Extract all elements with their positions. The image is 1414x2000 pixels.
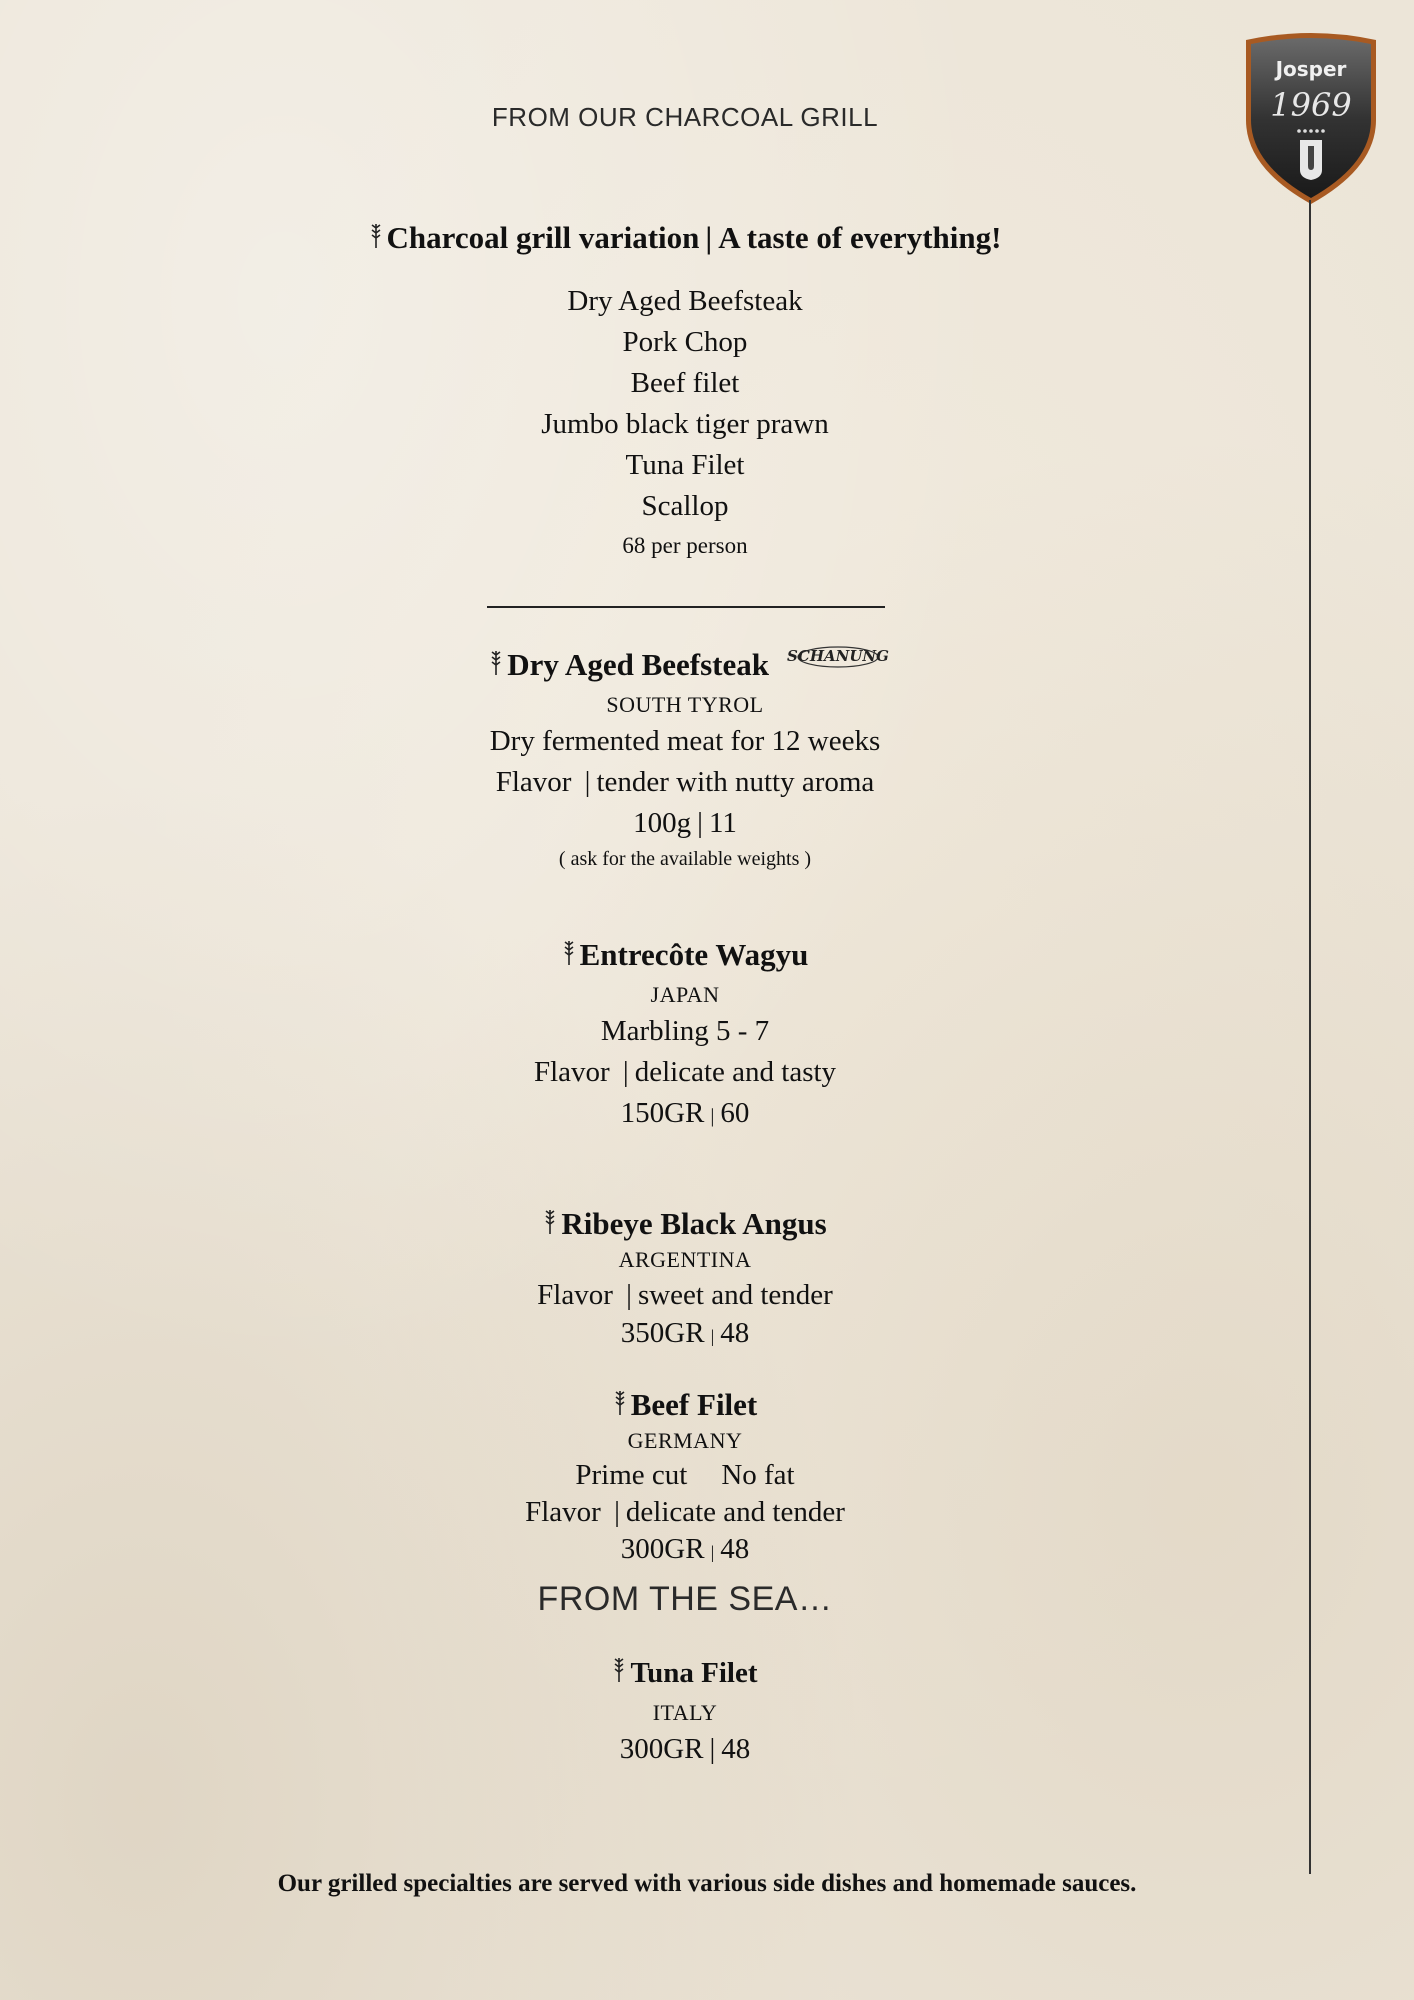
- tuna-title: Tuna Filet: [0, 1653, 1370, 1693]
- wagyu-block: [0, 935, 1370, 1137]
- ribeye-price: 350GR | 48: [620, 1317, 750, 1349]
- beef-filet-block: [0, 1385, 1370, 1571]
- variation-item: Dry Aged Beefsteak: [567, 285, 803, 317]
- wheat-icon: [543, 1206, 557, 1236]
- svg-text:SCHANUNG: SCHANUNG: [786, 647, 889, 665]
- dry-aged-price: 100g | 11: [633, 807, 737, 839]
- dry-aged-desc: Dry fermented meat for 12 weeks: [489, 725, 881, 757]
- logo-year: 1969: [1270, 86, 1352, 124]
- dry-aged-origin: SOUTH TYROL: [606, 692, 764, 717]
- wagyu-flavor: Flavor | delicate and tasty: [533, 1056, 837, 1088]
- wheat-icon: [369, 220, 383, 250]
- dry-aged-block: [0, 635, 1370, 874]
- wagyu-price: 150GR | 60: [620, 1097, 750, 1129]
- wheat-icon: [562, 937, 576, 967]
- butcher-logo: [786, 635, 889, 671]
- variation-title: Charcoal grill variation | A taste of everything!: [0, 218, 1370, 258]
- wheat-icon: [612, 1654, 626, 1684]
- variation-item: Scallop: [641, 490, 729, 522]
- logo-brand: Josper: [1275, 57, 1347, 81]
- divider: [487, 606, 885, 608]
- dry-aged-title: Dry Aged Beefsteak SCHANUNG: [0, 635, 1370, 685]
- wheat-icon: [613, 1387, 627, 1417]
- section-header-sea: FROM THE SEA…: [537, 1580, 833, 1618]
- beef-filet-price: 300GR | 48: [620, 1533, 750, 1565]
- dry-aged-note: ( ask for the available weights ): [558, 848, 812, 870]
- beef-filet-origin: GERMANY: [627, 1428, 743, 1453]
- ribeye-flavor: Flavor | sweet and tender: [537, 1279, 833, 1311]
- variation-item: Beef filet: [630, 367, 740, 399]
- variation-item: Jumbo black tiger prawn: [541, 408, 829, 440]
- dry-aged-flavor: Flavor | tender with nutty aroma: [495, 766, 875, 798]
- variation-items: [0, 281, 1370, 563]
- variation-price: 68 per person: [622, 533, 748, 558]
- section-header-grill: FROM OUR CHARCOAL GRILL: [491, 102, 879, 132]
- wheat-icon: [489, 647, 503, 677]
- beef-filet-title: Beef Filet: [0, 1385, 1370, 1425]
- wagyu-origin: JAPAN: [650, 982, 720, 1007]
- ribeye-block: [0, 1204, 1370, 1355]
- ribeye-origin: ARGENTINA: [618, 1247, 752, 1272]
- tuna-origin: ITALY: [652, 1700, 718, 1725]
- tuna-price: 300GR | 48: [619, 1733, 751, 1765]
- beef-filet-desc: Prime cut No fat: [575, 1459, 795, 1491]
- wagyu-desc: Marbling 5 - 7: [600, 1015, 770, 1047]
- wagyu-title: Entrecôte Wagyu: [0, 935, 1370, 975]
- variation-item: Tuna Filet: [625, 449, 745, 481]
- tuna-block: [0, 1653, 1370, 1770]
- variation-block: [0, 218, 1370, 258]
- variation-item: Pork Chop: [622, 326, 748, 358]
- beef-filet-flavor: Flavor | delicate and tender: [525, 1496, 845, 1528]
- footer-note: Our grilled specialties are served with various side dishes and homemade sauces.: [277, 1870, 1137, 1897]
- ribeye-title: Ribeye Black Angus: [0, 1204, 1370, 1244]
